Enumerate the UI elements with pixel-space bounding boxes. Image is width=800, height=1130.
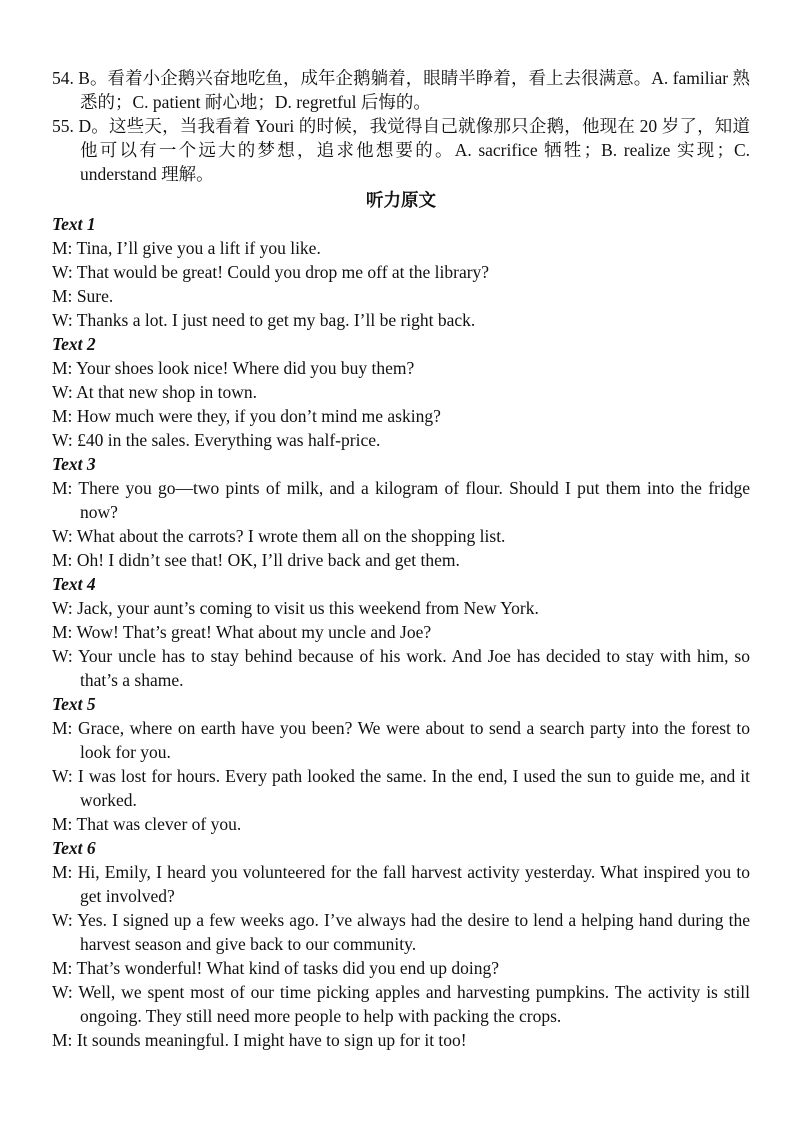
text-title: Text 1 [52, 214, 96, 234]
dialogue-line [52, 1028, 750, 1052]
speaker-label: M: [52, 238, 73, 258]
dialogue-text: Grace, where on earth have you been? We were about to send a search party into the forest to look for you. [77, 718, 750, 762]
dialogue-text: That would be great! Could you drop me off at the library? [76, 262, 490, 282]
answer-number: 54. [52, 68, 74, 88]
dialogue-text: At that new shop in town. [76, 382, 257, 402]
dialogue-line [52, 812, 750, 836]
dialogue-text: There you go—two pints of milk, and a kilogram of flour. Should I put them into the fridge now? [78, 478, 750, 522]
speaker-label: M: [52, 478, 73, 498]
dialogue-line [52, 596, 750, 620]
speaker-label: M: [52, 550, 73, 570]
answer-number: 55. [52, 116, 74, 136]
speaker-label: W: [52, 262, 73, 282]
speaker-label: M: [52, 718, 73, 738]
dialogue-text: Tina, I’ll give you a lift if you like. [76, 238, 321, 258]
dialogue-text: Your uncle has to stay behind because of his work. And Joe has decided to stay with him, so that’s a shame. [77, 646, 750, 690]
dialogue-text: Thanks a lot. I just need to get my bag. I’ll be right back. [76, 310, 476, 330]
dialogue-line [52, 476, 750, 524]
speaker-label: W: [52, 766, 73, 786]
dialogue-text: Wow! That’s great! What about my uncle and Joe? [76, 622, 432, 642]
speaker-label: M: [52, 286, 73, 306]
dialogue-text: Yes. I signed up a few weeks ago. I’ve always had the desire to lend a helping hand during the harvest season and give back to our community. [77, 910, 750, 954]
dialogue-line [52, 308, 750, 332]
dialogue-line [52, 284, 750, 308]
dialogue-text: Sure. [76, 286, 114, 306]
speaker-label: W: [52, 430, 73, 450]
dialogue-line [52, 236, 750, 260]
speaker-label: M: [52, 406, 73, 426]
speaker-label: M: [52, 814, 73, 834]
speaker-label: W: [52, 910, 73, 930]
dialogue-line [52, 908, 750, 956]
dialogue-text: Well, we spent most of our time picking apples and harvesting pumpkins. The activity is still ongoing. They still need more people to help with packing the crops. [78, 982, 751, 1026]
text-title: Text 6 [52, 838, 96, 858]
dialogue-line [52, 380, 750, 404]
speaker-label: W: [52, 382, 73, 402]
dialogue-text: How much were they, if you don’t mind me asking? [76, 406, 441, 426]
dialogue-text: What about the carrots? I wrote them all on the shopping list. [76, 526, 506, 546]
document-page [52, 66, 750, 1052]
dialogue-text: Your shoes look nice! Where did you buy them? [76, 358, 415, 378]
speaker-label: M: [52, 862, 73, 882]
speaker-label: M: [52, 358, 73, 378]
dialogue-line [52, 548, 750, 572]
dialogue-text: Jack, your aunt’s coming to visit us this weekend from New York. [77, 598, 539, 618]
speaker-label: M: [52, 1030, 73, 1050]
text-title: Text 2 [52, 334, 96, 354]
dialogue-line [52, 524, 750, 548]
dialogue-text: That’s wonderful! What kind of tasks did you end up doing? [76, 958, 500, 978]
text-title: Text 5 [52, 694, 96, 714]
dialogue-line [52, 980, 750, 1028]
speaker-label: M: [52, 958, 73, 978]
dialogue-line [52, 356, 750, 380]
dialogue-line [52, 644, 750, 692]
dialogue-text: I was lost for hours. Every path looked the same. In the end, I used the sun to guide me, and it worked. [77, 766, 751, 810]
answer-item [52, 66, 750, 114]
dialogue-line [52, 860, 750, 908]
dialogue-line [52, 956, 750, 980]
dialogue-line [52, 260, 750, 284]
speaker-label: W: [52, 982, 73, 1002]
dialogue-line [52, 716, 750, 764]
text-title: Text 3 [52, 454, 96, 474]
answer-item [52, 114, 750, 186]
section-heading: 听力原文 [366, 190, 436, 210]
answer-text: D。这些天，当我看着 Youri 的时候，我觉得自己就像那只企鹅，他现在 20 岁了，知道他可以有一个远大的梦想，追求他想要的。A. sacrifice 牺牲；B. realize 实现；C. understand 理解。 [78, 116, 750, 184]
speaker-label: W: [52, 526, 73, 546]
dialogue-text: It sounds meaningful. I might have to sign up for it too! [76, 1030, 467, 1050]
dialogue-line [52, 620, 750, 644]
speaker-label: W: [52, 646, 73, 666]
dialogue-line [52, 404, 750, 428]
speaker-label: W: [52, 310, 73, 330]
dialogue-line [52, 428, 750, 452]
dialogue-text: Oh! I didn’t see that! OK, I’ll drive back and get them. [76, 550, 460, 570]
dialogue-line [52, 764, 750, 812]
speaker-label: W: [52, 598, 73, 618]
dialogue-text: That was clever of you. [76, 814, 242, 834]
speaker-label: M: [52, 622, 73, 642]
text-title: Text 4 [52, 574, 96, 594]
answer-text: B。看着小企鹅兴奋地吃鱼，成年企鹅躺着，眼睛半睁着，看上去很满意。A. familiar 熟悉的；C. patient 耐心地；D. regretful 后悔的。 [78, 68, 751, 112]
dialogue-text: Hi, Emily, I heard you volunteered for the fall harvest activity yesterday. What inspired you to get involved? [77, 862, 751, 906]
dialogue-text: £40 in the sales. Everything was half-price. [77, 430, 381, 450]
